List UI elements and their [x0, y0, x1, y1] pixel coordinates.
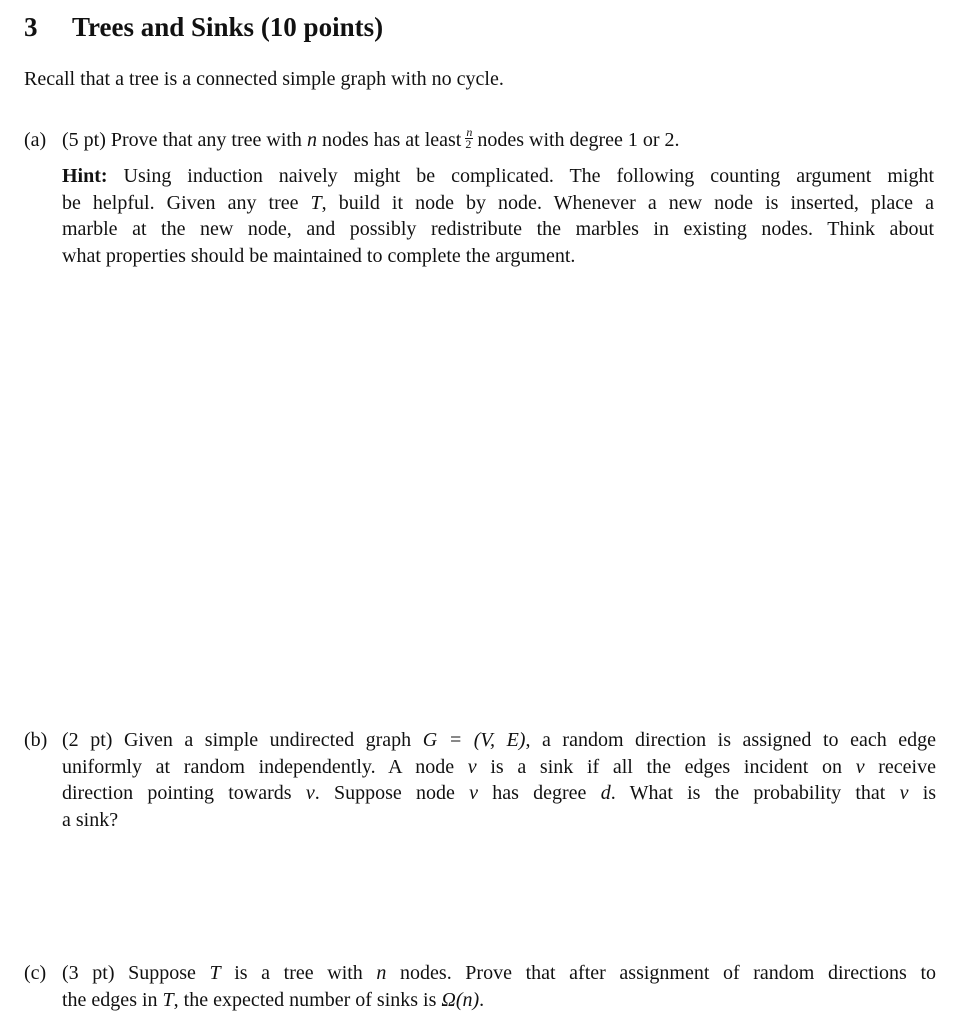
math-n: n — [306, 129, 317, 151]
part-a-label: (a) — [24, 129, 47, 151]
part-c-text: , the expected number of sinks is — [173, 988, 437, 1011]
part-b-text: (2 pt) Given a simple undirected graph — [62, 729, 412, 751]
part-b-text: receive — [878, 755, 936, 778]
part-b-text: . What is the probability that — [610, 782, 886, 804]
part-b-label: (b) — [24, 729, 48, 751]
part-b-line-3 — [62, 780, 936, 807]
section-title: Trees and Sinks (10 points) — [72, 12, 384, 42]
part-a-question — [62, 124, 936, 154]
part-c-text: is a tree with — [234, 962, 363, 984]
math-v: v — [855, 755, 865, 778]
part-c-label: (c) — [24, 962, 47, 984]
intro-paragraph: Recall that a tree is a connected simple graph with no cycle. — [24, 68, 504, 90]
part-b-line-1 — [62, 727, 936, 754]
math-v: v — [469, 782, 478, 804]
hint-text: be helpful. Given any tree — [62, 191, 299, 214]
part-c-line-2 — [62, 987, 936, 1014]
part-c — [24, 960, 936, 1013]
part-b — [24, 727, 936, 833]
part-b-text: direction pointing towards — [62, 782, 292, 804]
hint-line-4: what properties should be maintained to complete the argument. — [62, 244, 576, 267]
section-number: 3 — [24, 12, 38, 42]
part-a-line-1 — [62, 124, 936, 154]
part-b-text: uniformly at random independently. A node — [62, 755, 455, 778]
fraction-denominator: 2 — [465, 136, 472, 151]
math-T: T — [310, 191, 322, 214]
math-T: T — [162, 988, 174, 1011]
hint-text: , build it node by node. Whenever a new node is inserted, place a — [321, 191, 934, 214]
part-c-text: nodes. Prove that after assignment of random directions to — [400, 962, 937, 984]
part-b-text: . Suppose node — [314, 782, 455, 804]
part-b-line-2 — [62, 754, 936, 781]
part-b-line-4: a sink? — [62, 808, 119, 831]
part-a-text: nodes with degree 1 or 2. — [477, 129, 680, 151]
hint-line-1 — [62, 163, 934, 190]
math-n: n — [376, 962, 387, 984]
part-b-text: has degree — [492, 782, 587, 804]
math-v: v — [305, 782, 315, 804]
part-a — [24, 124, 936, 154]
part-b-text: , a random direction is assigned to each edge — [525, 729, 936, 751]
part-a-hint — [62, 163, 934, 269]
part-b-question — [62, 727, 936, 833]
fraction-n-over-2 — [465, 124, 473, 151]
part-a-text: nodes has at least — [321, 129, 462, 151]
part-c-text: (3 pt) Suppose — [62, 962, 196, 984]
part-c-text: . — [479, 988, 485, 1011]
section-heading — [24, 12, 383, 43]
fraction-numerator: n — [466, 124, 473, 139]
math-graph-G: G = (V, E) — [422, 729, 526, 751]
part-b-text: is — [922, 782, 937, 804]
hint-label: Hint: — [62, 165, 108, 187]
part-b-text: is a sink if all the edges incident on — [490, 755, 842, 778]
hint-line-2 — [62, 190, 934, 217]
part-c-question — [62, 960, 936, 1013]
math-v: v — [467, 755, 477, 778]
hint-text: Using induction naively might be complicated. The following counting argument might — [123, 165, 935, 187]
math-d: d — [600, 782, 611, 804]
math-v: v — [899, 782, 909, 804]
part-a-text: (5 pt) Prove that any tree with — [62, 129, 302, 151]
part-c-text: the edges in — [62, 988, 158, 1011]
part-c-line-1 — [62, 960, 936, 987]
math-omega-n: Ω(n) — [441, 988, 480, 1011]
math-T: T — [209, 962, 221, 984]
hint-line-3: marble at the new node, and possibly redistribute the marbles in existing nodes. Think about — [62, 218, 934, 240]
